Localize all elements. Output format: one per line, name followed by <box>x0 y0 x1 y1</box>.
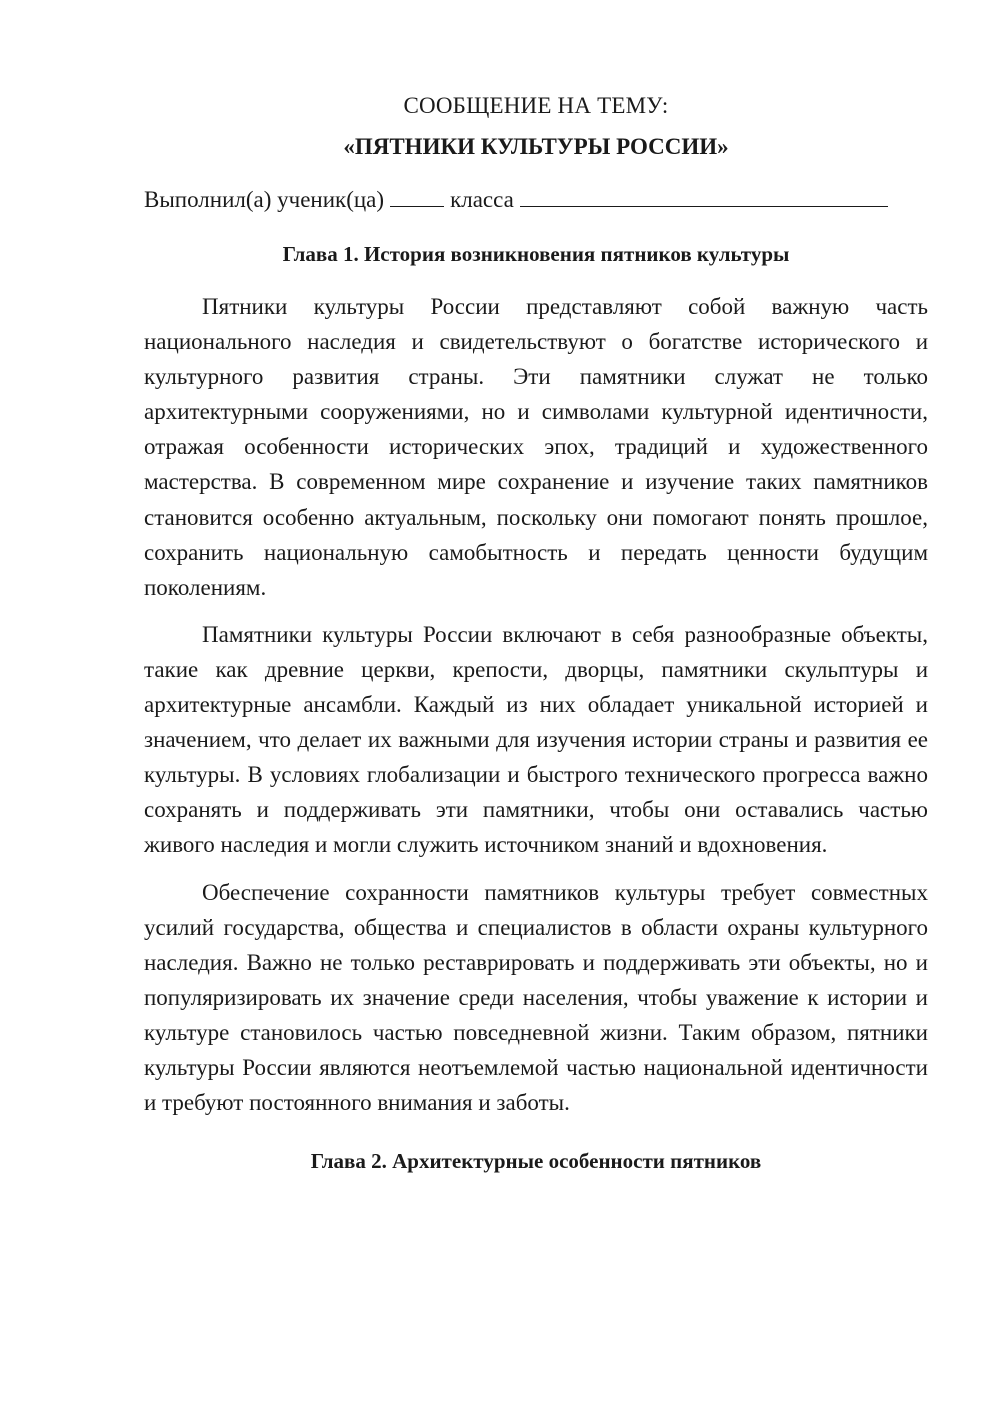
class-number-blank <box>390 184 444 207</box>
document-title-line-1: СООБЩЕНИЕ НА ТЕМУ: <box>403 93 669 118</box>
student-name-blank <box>520 184 888 207</box>
document-title-line-2: «ПЯТНИКИ КУЛЬТУРЫ РОССИИ» <box>343 134 729 159</box>
body-paragraph-2: Памятники культуры России включают в себя разнообразные объекты, такие как древние церкви, крепости, дворцы, памятники скульптуры и архитектурные ансамбли. Каждый из них обладает уникальной историей и значением, что делает их важными для изучения истории страны и развития ее культуры. В условиях глобализации и быстрого технического прогресса важно сохранять и поддерживать эти памятники, чтобы они оставались частью живого наследия и могли служить источником знаний и вдохновения. <box>144 621 928 858</box>
body-paragraph-3: Обеспечение сохранности памятников культуры требует совместных усилий государства, общества и специалистов в области охраны культурного наследия. Важно не только реставрировать и поддерживать эти объекты, но и популяризировать их значение среди населения, чтобы уважение к истории и культуре становилось частью повседневной жизни. Таким образом, пятники культуры России являются неотъемлемой частью национальной идентичности и требуют постоянного внимания и заботы. <box>144 879 928 1116</box>
document-page <box>144 88 928 1178</box>
chapter-2-heading: Глава 2. Архитектурные особенности пятников <box>310 1149 762 1174</box>
chapter-1-heading: Глава 1. История возникновения пятников культуры <box>282 242 790 266</box>
author-prefix: Выполнил(а) ученик(ца) <box>144 187 385 212</box>
body-paragraph-1: Пятники культуры России представляют собой важную часть национального наследия и свидетельствуют о богатстве исторического и культурного развития страны. Эти памятники служат не только архитектурными сооружениями, но и символами культурной идентичности, отражая особенности исторических эпох, традиций и художественного мастерства. В современном мире сохранение и изучение таких памятников становится особенно актуальным, поскольку они помогают понять прошлое, сохранить национальную самобытность и передать ценности будущим поколениям. <box>144 294 928 600</box>
author-line <box>144 182 928 218</box>
author-class-label: класса <box>450 187 514 212</box>
